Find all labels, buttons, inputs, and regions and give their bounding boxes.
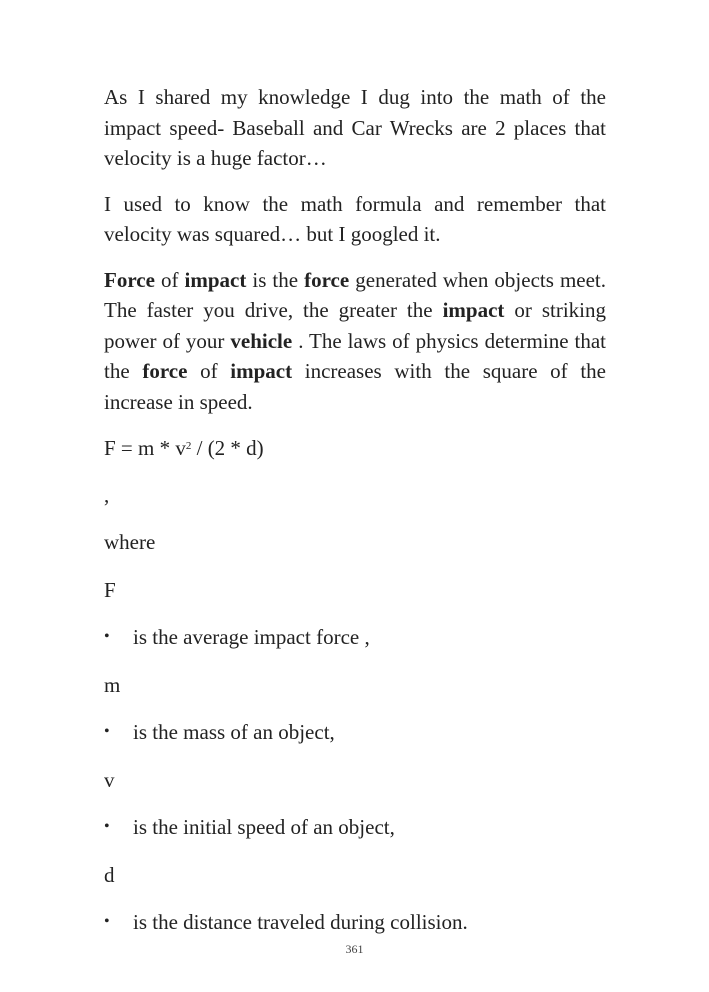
text-generated: generated when objects meet. The faster you drive, the greater the bbox=[104, 267, 607, 322]
text-of: of bbox=[187, 359, 231, 383]
paragraph-force-of-impact bbox=[104, 265, 606, 418]
bold-force: force bbox=[142, 359, 188, 383]
bullet-icon: • bbox=[104, 913, 110, 930]
bold-vehicle: vehicle bbox=[230, 328, 293, 353]
page-number: 361 bbox=[345, 942, 364, 956]
paragraph-intro: As I shared my knowledge I dug into the math of the impact speed- Baseball and Car Wrecks are 2 places that velocity is a huge factor… bbox=[104, 85, 606, 170]
text-square: increases with the square of the increase in speed. bbox=[104, 359, 606, 414]
formula bbox=[104, 433, 606, 464]
text-is-the: is the bbox=[246, 267, 305, 292]
variable-definition bbox=[104, 907, 606, 938]
variable-definition bbox=[104, 812, 606, 843]
formula-rhs: / (2 * d) bbox=[191, 436, 264, 460]
text-striking: or striking power of your bbox=[104, 298, 606, 353]
variable-symbol: v bbox=[104, 767, 115, 792]
paragraph-googled: I used to know the math formula and remember that velocity was squared… but I googled it. bbox=[104, 191, 606, 246]
where-label: where bbox=[104, 530, 156, 554]
bold-impact: impact bbox=[230, 359, 293, 383]
definition-text: is the distance traveled during collision. bbox=[133, 910, 468, 934]
definition-text: is the average impact force , bbox=[133, 625, 370, 649]
variable-symbol: F bbox=[104, 577, 116, 602]
comma-line: , bbox=[104, 482, 110, 507]
bold-impact: impact bbox=[442, 298, 505, 322]
page-content bbox=[104, 82, 606, 955]
definition-text: is the mass of an object, bbox=[133, 720, 335, 744]
text-of: of bbox=[154, 267, 185, 292]
bold-force: Force bbox=[104, 267, 155, 292]
bullet-icon: • bbox=[104, 818, 110, 835]
bold-impact: impact bbox=[184, 267, 247, 292]
definition-text: is the initial speed of an object, bbox=[133, 815, 395, 839]
formula-exponent: 2 bbox=[185, 440, 192, 452]
bold-force: force bbox=[304, 267, 350, 292]
text-laws: . The laws of physics determine that the bbox=[104, 328, 606, 383]
variable-definition bbox=[104, 717, 606, 748]
bullet-icon: • bbox=[104, 628, 110, 645]
variable-definition bbox=[104, 622, 606, 653]
variable-symbol: m bbox=[104, 672, 121, 697]
formula-lhs: F = m * v bbox=[104, 436, 186, 460]
bullet-icon: • bbox=[104, 723, 110, 740]
variable-symbol: d bbox=[104, 862, 115, 887]
